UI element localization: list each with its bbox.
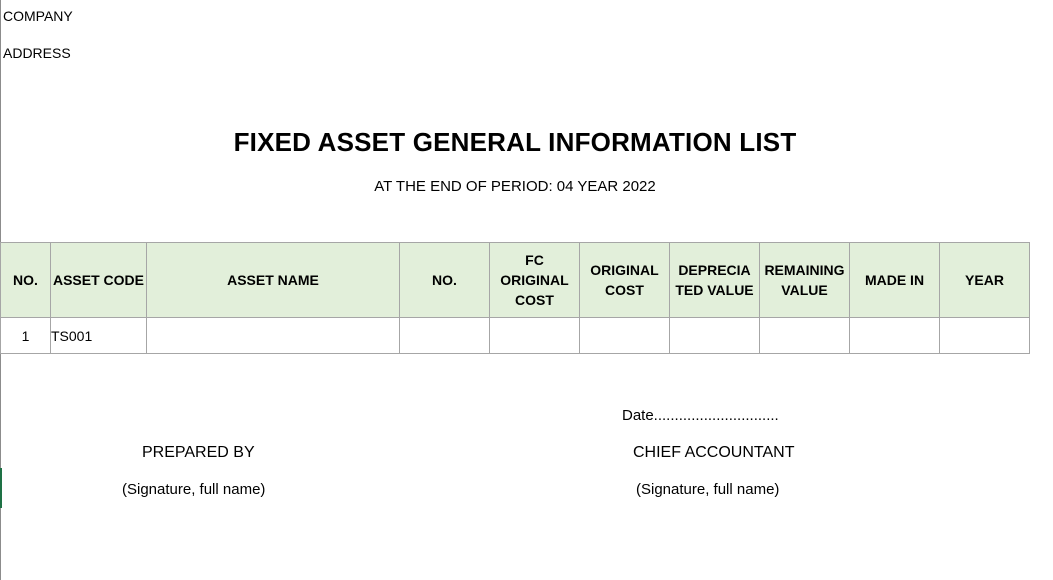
- header-remaining-value[interactable]: REMAINING VALUE: [760, 243, 850, 318]
- header-year[interactable]: YEAR: [940, 243, 1030, 318]
- table-row: [1, 318, 1030, 354]
- cell-year[interactable]: [940, 318, 1030, 354]
- header-depreciated-value[interactable]: DEPRECIA TED VALUE: [670, 243, 760, 318]
- chief-accountant-label: CHIEF ACCOUNTANT: [633, 444, 795, 461]
- header-no[interactable]: NO.: [1, 243, 51, 318]
- cell-original-cost[interactable]: [580, 318, 670, 354]
- header-asset-name[interactable]: ASSET NAME: [147, 243, 400, 318]
- header-fc-original-cost[interactable]: FC ORIGINAL COST: [490, 243, 580, 318]
- cell-fc-original-cost[interactable]: [490, 318, 580, 354]
- asset-table: [0, 242, 1030, 354]
- row-selection-marker: [0, 468, 2, 508]
- cell-asset-name[interactable]: [147, 318, 400, 354]
- cell-remaining-value[interactable]: [760, 318, 850, 354]
- address-label: ADDRESS: [3, 45, 71, 61]
- cell-made-in[interactable]: [850, 318, 940, 354]
- date-line: Date..............................: [622, 407, 779, 424]
- document-title: FIXED ASSET GENERAL INFORMATION LIST: [233, 127, 797, 157]
- cell-no[interactable]: 1: [1, 318, 51, 354]
- company-label: COMPANY: [3, 8, 73, 24]
- cell-no-2[interactable]: [400, 318, 490, 354]
- prepared-signature-note: (Signature, full name): [122, 481, 266, 498]
- header-original-cost[interactable]: ORIGINAL COST: [580, 243, 670, 318]
- period-subtitle: AT THE END OF PERIOD: 04 YEAR 2022: [374, 178, 656, 195]
- cell-asset-code[interactable]: TS001: [51, 318, 147, 354]
- prepared-by-label: PREPARED BY: [142, 444, 255, 461]
- header-asset-code[interactable]: ASSET CODE: [51, 243, 147, 318]
- table-header-row: [1, 243, 1030, 318]
- cell-depreciated-value[interactable]: [670, 318, 760, 354]
- header-no-2[interactable]: NO.: [400, 243, 490, 318]
- header-made-in[interactable]: MADE IN: [850, 243, 940, 318]
- chief-signature-note: (Signature, full name): [636, 481, 780, 498]
